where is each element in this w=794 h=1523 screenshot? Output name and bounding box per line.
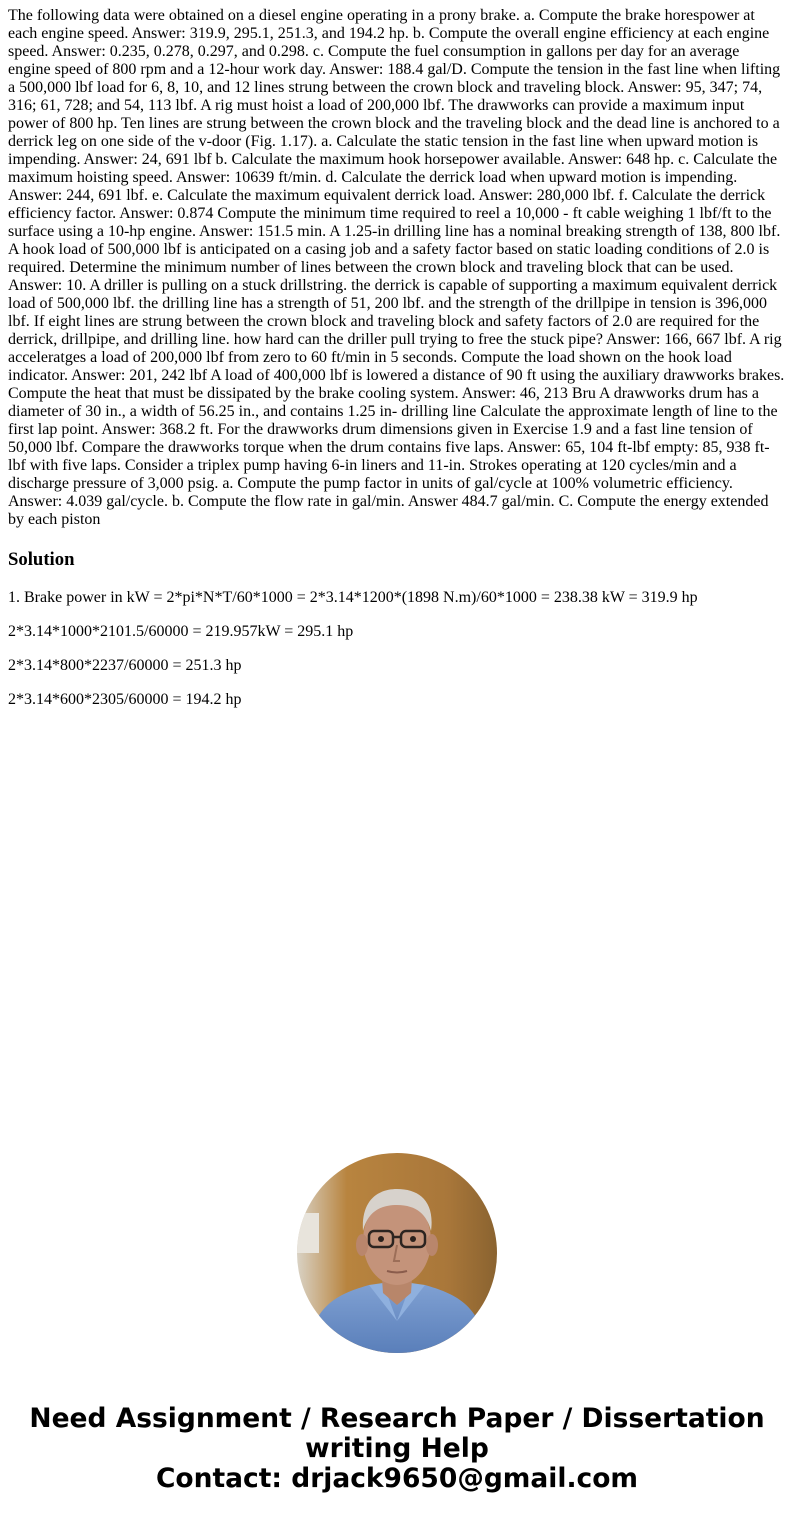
- banner-headline: Need Assignment / Research Paper / Dissertation: [29, 1403, 765, 1434]
- author-avatar: [297, 1153, 497, 1353]
- solution-line: 1. Brake power in kW = 2*pi*N*T/60*1000 = 2*3.14*1200*(1898 N.m)/60*1000 = 238.38 kW = 319.9 hp: [8, 589, 698, 606]
- solution-heading: Solution: [8, 549, 75, 570]
- contact-banner: [0, 1404, 794, 1494]
- banner-subheadline: writing Help: [305, 1433, 489, 1464]
- solution-line: 2*3.14*1000*2101.5/60000 = 219.957kW = 295.1 hp: [8, 623, 354, 640]
- author-portrait: [297, 1153, 497, 1353]
- solution-line: 2*3.14*800*2237/60000 = 251.3 hp: [8, 657, 242, 674]
- contact-email: Contact: drjack9650@gmail.com: [155, 1463, 639, 1494]
- solution-line: 2*3.14*600*2305/60000 = 194.2 hp: [8, 691, 242, 708]
- question-text: The following data were obtained on a diesel engine operating in a prony brake. a. Compute the brake horespower at each engine speed. Answer: 319.9, 295.1, 251.3, and 194.2 hp. b. Compute the overall engine efficiency at each engine speed. Answer: 0.235, 0.278, 0.297, and 0.298. c. Compute the fuel consumption in gallons per day for an average engine speed of 800 rpm and a 12-hour work day. Answer: 188.4 gal/D. Compute the tension in the fast line when lifting a 500,000 lbf load for 6, 8, 10, and 12 lines strung between the crown block and traveling block. Answer: 95, 347; 74, 316; 61, 728; and 54, 113 lbf. A rig must hoist a load of 200,000 lbf. The drawworks can provide a maximum input power of 800 hp. Ten lines are strung between the crown block and the traveling block and the dead line is anchored to a derrick leg on one side of the v-door (Fig. 1.17). a. Calculate the static tension in the fast line when upward motion is impending. Answer: 24, 691 lbf b. Calculate the maximum hook horsepower available. Answer: 648 hp. c. Calculate the maximum hoisting speed. Answer: 10639 ft/min. d. Calculate the derrick load when upward motion is impending. Answer: 244, 691 lbf. e. Calculate the maximum equivalent derrick load. Answer: 280,000 lbf. f. Calculate the derrick efficiency factor. Answer: 0.874 Compute the minimum time required to reel a 10,000 - ft cable weighing 1 lbf/ft to the surface using a 10-hp engine. Answer: 151.5 min. A 1.25-in drilling line has a nominal breaking strength of 138, 800 lbf. A hook load of 500,000 lbf is anticipated on a casing job and a safety factor based on static loading conditions of 2.0 is required. Determine the minimum number of lines between the crown block and traveling block that can be used. Answer: 10. A driller is pulling on a stuck drillstring. the derrick is capable of supporting a maximum equivalent derrick load of 500,000 lbf. the drilling line has a strength of 51, 200 lbf. and the strength of the drillpipe in tension is 396,000 lbf. If eight lines are strung between the crown block and traveling block and safety factors of 2.0 are required for the derrick, drillpipe, and drilling line. how hard can the driller pull trying to free the stuck pipe? Answer: 166, 667 lbf. A rig acceleratges a load of 200,000 lbf from zero to 60 ft/min in 5 seconds. Compute the load shown on the hook load indicator. Answer: 201, 242 lbf A load of 400,000 lbf is lowered a distance of 90 ft using the auxiliary drawworks brakes. Compute the heat that must be dissipated by the brake cooling system. Answer: 46, 213 Bru A drawworks drum has a diameter of 30 in., a width of 56.25 in., and contains 1.25 in- drilling line Calculate the approximate length of line to the first lap point. Answer: 368.2 ft. For the drawworks drum dimensions given in Exercise 1.9 and a fast line tension of 50,000 lbf. Compare the drawworks torque when the drum contains five laps. Answer: 65, 104 ft-lbf empty: 85, 938 ft-lbf with five laps. Consider a triplex pump having 6-in liners and 11-in. Strokes operating at 120 cycles/min and a discharge pressure of 3,000 psig. a. Compute the pump factor in units of gal/cycle at 100% volumetric efficiency. Answer: 4.039 gal/cycle. b. Compute the flow rate in gal/min. Answer 484.7 gal/min. C. Compute the energy extended by each piston: [8, 7, 785, 528]
